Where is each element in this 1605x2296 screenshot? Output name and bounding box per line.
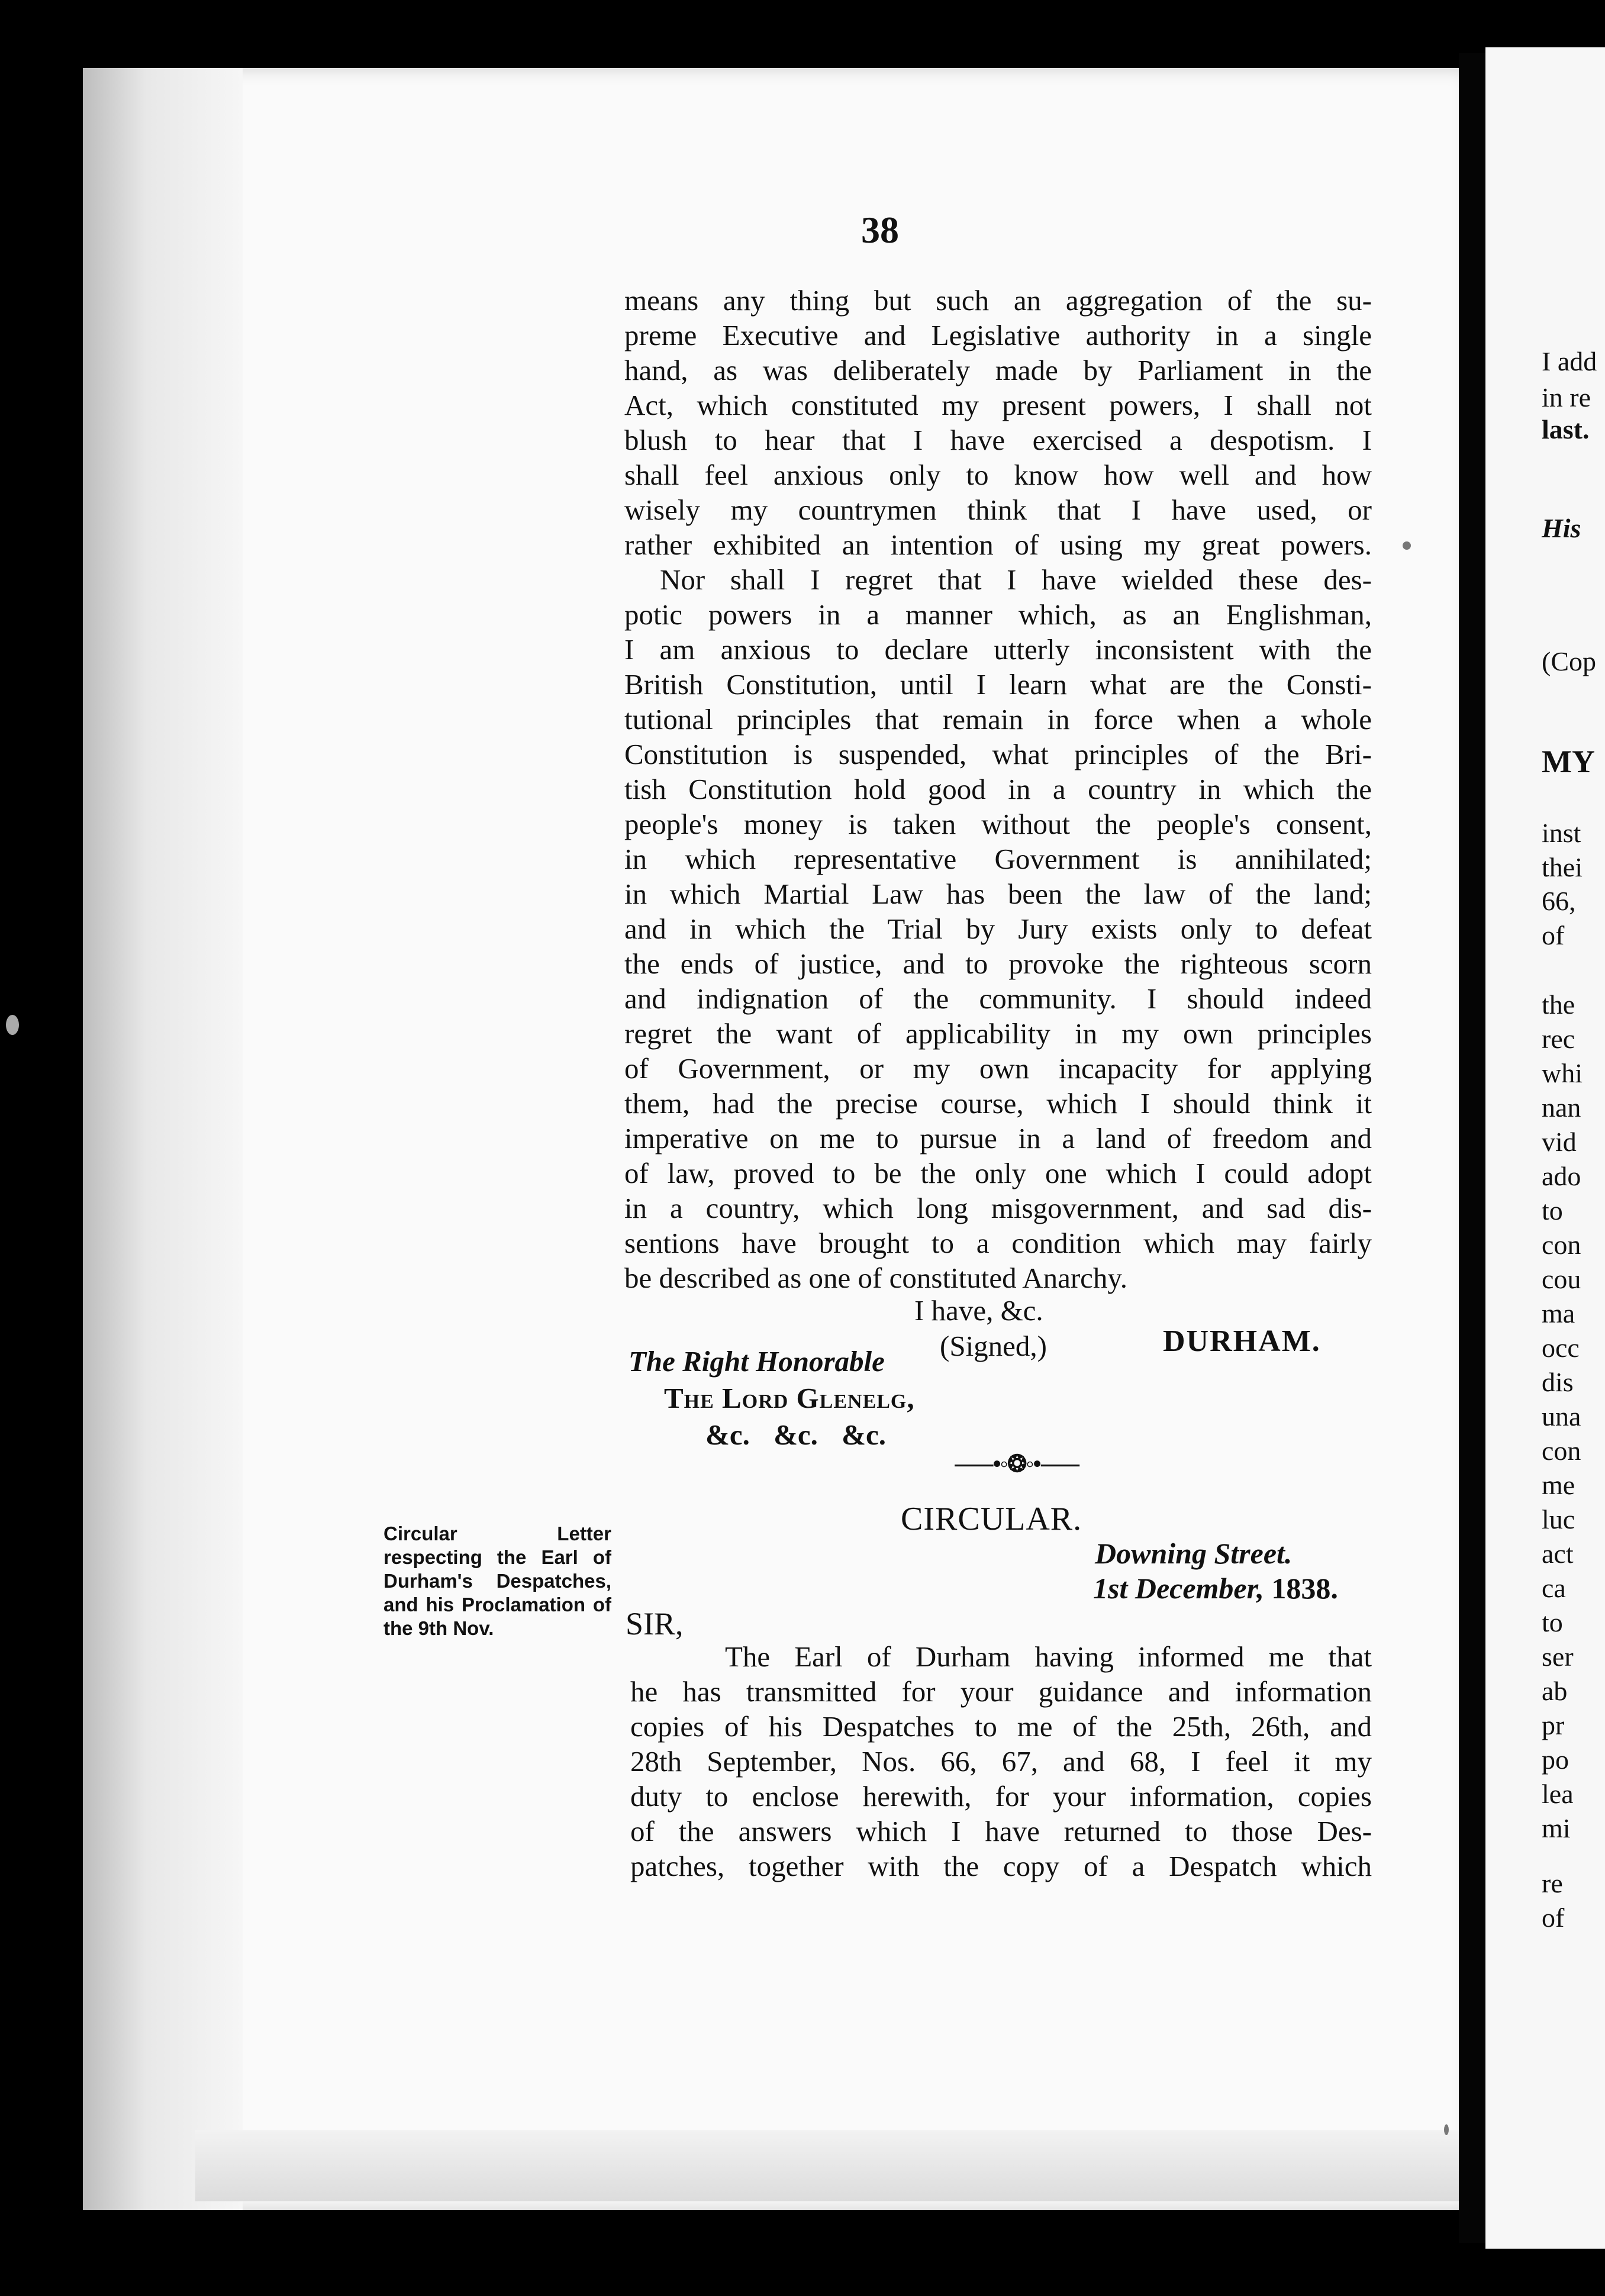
circular-heading: CIRCULAR.: [901, 1501, 1082, 1537]
text-line: I am anxious to declare utterly inconsistent with the: [624, 633, 1372, 666]
facing-fragment: last.: [1542, 414, 1590, 444]
addressee-block: [629, 1343, 915, 1453]
scan-speck: [1403, 541, 1411, 550]
facing-fragment: (Cop: [1542, 646, 1596, 676]
scan-speck: [6, 1015, 19, 1035]
text-line: 28th September, Nos. 66, 67, and 68, I feel it my: [630, 1745, 1372, 1778]
facing-fragment: 66,: [1542, 886, 1576, 916]
text-line: Constitution is suspended, what principles of the Bri-: [624, 738, 1372, 770]
facing-fragment: me: [1542, 1470, 1575, 1500]
signature: DURHAM.: [1163, 1324, 1321, 1358]
text-line: of Government, or my own incapacity for applying: [624, 1052, 1372, 1085]
facing-fragment: ado: [1542, 1161, 1581, 1191]
facing-page: [1485, 47, 1605, 2249]
text-line: potic powers in a manner which, as an Englishman,: [624, 598, 1372, 631]
text-line: tish Constitution hold good in a country in which the: [624, 773, 1372, 805]
facing-fragment: lea: [1542, 1779, 1574, 1809]
text-line: shall feel anxious only to know how well and how: [624, 459, 1372, 491]
date-day: 1st December,: [1093, 1572, 1264, 1605]
marginal-note: Circular Letter respecting the Earl of Durham's Despatches, and his Proclamation of the 9th Nov.: [383, 1523, 611, 1639]
facing-fragment: act: [1542, 1539, 1574, 1569]
facing-fragment: ser: [1542, 1642, 1574, 1672]
circular-date: [1093, 1571, 1338, 1605]
facing-fragment: nan: [1542, 1092, 1581, 1123]
text-line: duty to enclose herewith, for your information, copies: [630, 1780, 1372, 1813]
facing-fragment: of: [1542, 1902, 1565, 1933]
complimentary-close: I have, &c.: [914, 1294, 1043, 1327]
facing-fragment: pr: [1542, 1710, 1565, 1740]
text-line: in which Martial Law has been the law of the land;: [624, 878, 1372, 910]
letter-body: [624, 283, 1372, 1295]
facing-fragment: occ: [1542, 1333, 1580, 1363]
page-bottom-edge: [195, 2130, 1459, 2201]
text-line: wisely my countrymen think that I have used, or: [624, 494, 1372, 526]
facing-fragment: dis: [1542, 1367, 1574, 1397]
facing-fragment: of: [1542, 920, 1565, 950]
facing-fragment: re: [1542, 1868, 1563, 1898]
text-line: regret the want of applicability in my own principles: [624, 1017, 1372, 1050]
text-line: of law, proved to be the only one which I could adopt: [624, 1157, 1372, 1189]
text-line: he has transmitted for your guidance and information: [630, 1675, 1372, 1708]
facing-fragment: ab: [1542, 1676, 1568, 1706]
text-line: preme Executive and Legislative authority in a single: [624, 319, 1372, 352]
facing-fragment: con: [1542, 1230, 1581, 1260]
text-line: Act, which constituted my present powers, I shall not: [624, 389, 1372, 421]
facing-fragment: His: [1542, 513, 1581, 543]
text-line: means any thing but such an aggregation of the su-: [624, 284, 1372, 317]
text-line: be described as one of constituted Anarchy.: [624, 1262, 1127, 1294]
facing-fragment: to: [1542, 1195, 1563, 1226]
facing-fragment: I add: [1542, 346, 1597, 376]
addressee-title: The Right Honorable: [629, 1345, 885, 1378]
text-line: blush to hear that I have exercised a despotism. I: [624, 424, 1372, 456]
facing-fragment: in re: [1542, 382, 1591, 412]
text-line: rather exhibited an intention of using my great powers.: [624, 528, 1372, 561]
facing-fragment: una: [1542, 1401, 1581, 1431]
text-line: in a country, which long misgovernment, and sad dis-: [624, 1192, 1372, 1224]
facing-fragment: whi: [1542, 1058, 1583, 1088]
facing-fragment: vid: [1542, 1127, 1577, 1157]
section-ornament: ⸺•◦❂◦•⸺: [954, 1450, 1079, 1477]
text-line: them, had the precise course, which I should think it: [624, 1087, 1372, 1120]
text-line: imperative on me to pursue in a land of freedom and: [624, 1122, 1372, 1155]
text-line: and indignation of the community. I should indeed: [624, 982, 1372, 1015]
text-line: patches, together with the copy of a Despatch which: [630, 1850, 1372, 1882]
facing-fragment: the: [1542, 989, 1575, 1020]
text-line: of the answers which I have returned to those Des-: [630, 1815, 1372, 1847]
date-year: 1838.: [1264, 1572, 1338, 1605]
text-line: people's money is taken without the people's consent,: [624, 808, 1372, 840]
facing-fragment: mi: [1542, 1813, 1571, 1843]
circular-body: [630, 1639, 1372, 1884]
text-line: the ends of justice, and to provoke the righteous scorn: [624, 947, 1372, 980]
facing-fragment: con: [1542, 1436, 1581, 1466]
text-line: The Earl of Durham having informed me that: [725, 1640, 1372, 1673]
page-number: 38: [861, 209, 899, 251]
facing-fragment: to: [1542, 1607, 1563, 1637]
facing-fragment: inst: [1542, 818, 1581, 848]
text-line: sentions have brought to a condition which may fairly: [624, 1227, 1372, 1259]
text-line: hand, as was deliberately made by Parliament in the: [624, 354, 1372, 386]
facing-fragment: ma: [1542, 1298, 1575, 1328]
facing-fragment: po: [1542, 1744, 1569, 1775]
facing-fragment: ca: [1542, 1573, 1566, 1603]
text-line: Nor shall I regret that I have wielded these des-: [660, 563, 1372, 596]
addressee-name: The Lord Glenelg,: [664, 1382, 915, 1414]
circular-place: Downing Street.: [1095, 1537, 1293, 1570]
text-line: copies of his Despatches to me of the 25th, 26th, and: [630, 1710, 1372, 1743]
facing-fragment: rec: [1542, 1024, 1575, 1054]
page-edge-shadow: [83, 68, 243, 2210]
text-line: tutional principles that remain in force when a whole: [624, 703, 1372, 736]
facing-fragment: cou: [1542, 1264, 1581, 1294]
facing-fragment: luc: [1542, 1504, 1575, 1534]
facing-fragment: MY: [1542, 744, 1595, 779]
signed-label: (Signed,): [940, 1330, 1047, 1362]
scan-speck: [1444, 2124, 1449, 2135]
book-spine-gap: [1459, 53, 1485, 2243]
text-line: British Constitution, until I learn what are the Consti-: [624, 668, 1372, 701]
addressee-etc: &c. &c. &c.: [705, 1418, 886, 1451]
facing-fragment: thei: [1542, 852, 1583, 882]
salutation: SIR,: [626, 1606, 684, 1642]
text-line: and in which the Trial by Jury exists only to defeat: [624, 912, 1372, 945]
text-line: in which representative Government is annihilated;: [624, 843, 1372, 875]
